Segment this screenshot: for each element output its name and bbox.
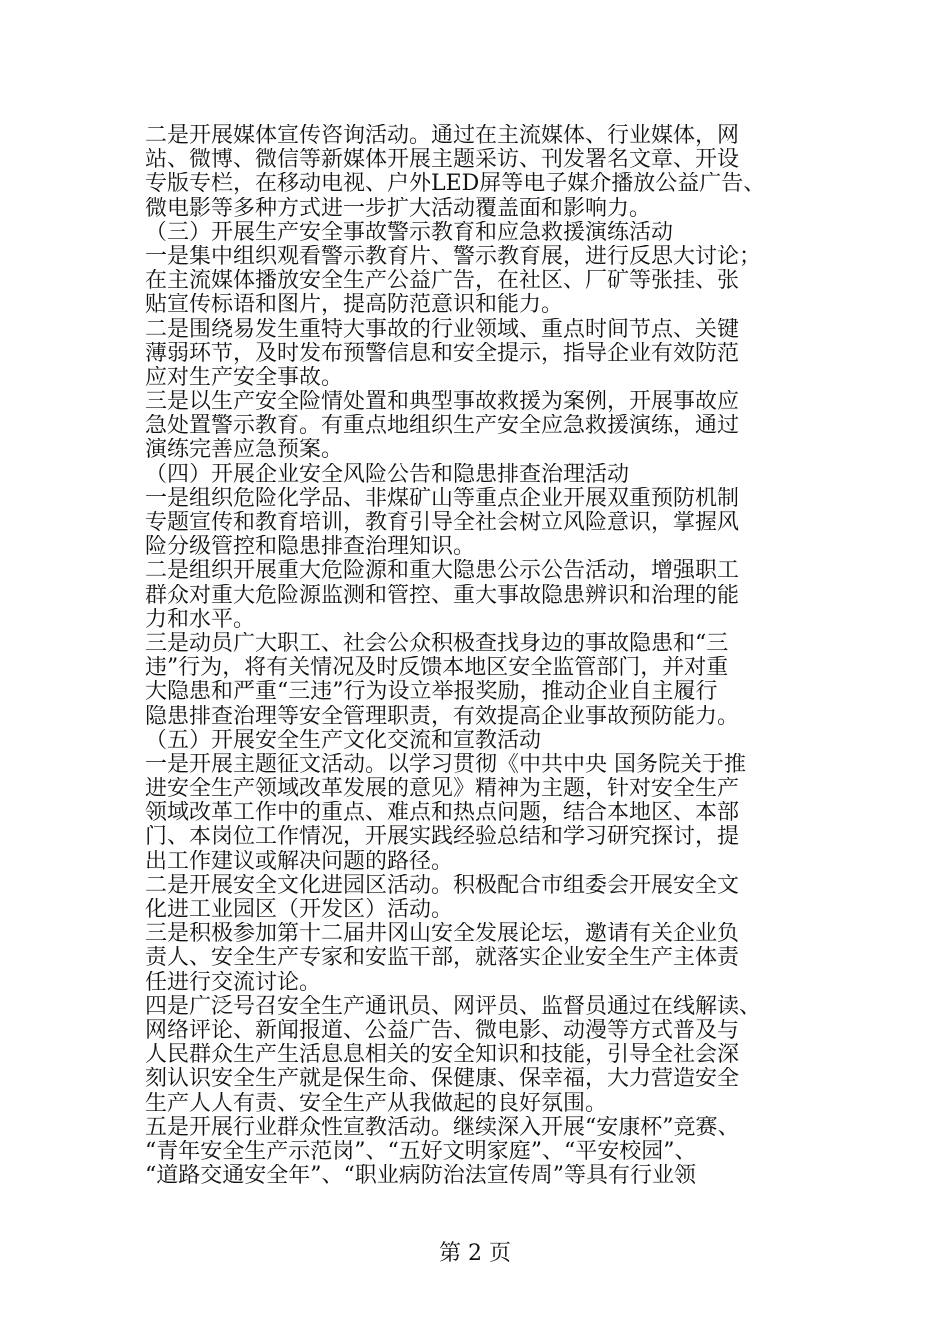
text-line: “青年安全生产示范岗”、“五好文明家庭”、“平安校园”、: [145, 1139, 697, 1164]
text-line: 刻认识安全生产就是保生命、保健康、保幸福，大力营造安全: [145, 1067, 740, 1092]
text-line: 群众对重大危险源监测和管控、重大事故隐患辨识和治理的能: [145, 583, 740, 608]
text-line: 微电影等多种方式进一步扩大活动覆盖面和影响力。: [145, 196, 652, 221]
text-line: 大隐患和严重“三违”行为设立举报奖励，推动企业自主履行: [145, 680, 718, 705]
text-line: 责人、安全生产专家和安监干部，就落实企业安全生产主体责: [145, 946, 740, 971]
text-line: 生产人人有责、安全生产从我做起的良好氛围。: [145, 1091, 608, 1116]
text-line: “道路交通安全年”、“职业病防治法宣传周”等具有行业领: [145, 1164, 696, 1189]
text-line: 进安全生产领域改革发展的意见》精神为主题，针对安全生产: [145, 777, 740, 802]
text-line: 五是开展行业群众性宣教活动。继续深入开展“安康杯”竞赛、: [145, 1115, 740, 1140]
text-line: 专题宣传和教育培训，教育引导全社会树立风险意识，掌握风: [145, 511, 740, 535]
text-line: 急处置警示教育。有重点地组织生产安全应急救援演练，通过: [145, 414, 740, 439]
text-line: 三是积极参加第十二届井冈山安全发展论坛，邀请有关企业负: [145, 922, 740, 947]
text-line: 人民群众生产生活息息相关的安全知识和技能，引导全社会深: [145, 1043, 740, 1068]
text-line: 站、微博、微信等新媒体开展主题采访、刊发署名文章、开设: [145, 148, 740, 173]
text-line: 一是组织危险化学品、非煤矿山等重点企业开展双重预防机制: [145, 486, 740, 511]
text-line: 二是组织开展重大危险源和重大隐患公示公告活动，增强职工: [145, 559, 740, 584]
text-line: 二是开展安全文化进园区活动。积极配合市组委会开展安全文: [145, 873, 740, 898]
text-line: 二是开展媒体宣传咨询活动。通过在主流媒体、行业媒体，网: [145, 124, 740, 148]
text-line: （四）开展企业安全风险公告和隐患排查治理活动: [145, 462, 630, 487]
text-line: 门、本岗位工作情况，开展实践经验总结和学习研究探讨，提: [145, 825, 740, 850]
text-line: 薄弱环节，及时发布预警信息和安全提示，指导企业有效防范: [145, 341, 740, 366]
text-line: 专版专栏，在移动电视、户外LED屏等电子媒介播放公益广告、: [145, 172, 766, 197]
text-line: 领域改革工作中的重点、难点和热点问题，结合本地区、本部: [145, 801, 740, 826]
text-line: 出工作建议或解决问题的路径。: [145, 849, 454, 874]
text-line: （三）开展生产安全事故警示教育和应急救援演练活动: [145, 220, 674, 245]
text-line: 四是广泛号召安全生产通讯员、网评员、监督员通过在线解读、: [145, 994, 762, 1019]
text-line: 演练完善应急预案。: [145, 438, 344, 463]
text-line: 力和水平。: [145, 607, 256, 632]
text-line: （五）开展安全生产文化交流和宣教活动: [145, 728, 542, 753]
text-line: 任进行交流讨论。: [145, 970, 322, 995]
text-line: 二是围绕易发生重特大事故的行业领域、重点时间节点、关键: [145, 317, 740, 342]
text-line: 一是集中组织观看警示教育片、警示教育展，进行反思大讨论；: [145, 244, 762, 269]
text-line: 三是动员广大职工、社会公众积极查找身边的事故隐患和“三: [145, 631, 729, 656]
text-line: 隐患排查治理等安全管理职责，有效提高企业事故预防能力。: [145, 704, 740, 729]
text-line: 险分级管控和隐患排查治理知识。: [145, 535, 476, 560]
text-line: 三是以生产安全险情处置和典型事故救援为案例，开展事故应: [145, 390, 740, 415]
text-line: 网络评论、新闻报道、公益广告、微电影、动漫等方式普及与: [145, 1018, 740, 1043]
document-body: [145, 124, 805, 1188]
text-line: 违”行为，将有关情况及时反馈本地区安全监管部门，并对重: [145, 656, 729, 681]
text-line: 在主流媒体播放安全生产公益广告，在社区、厂矿等张挂、张: [145, 269, 740, 294]
text-line: 一是开展主题征文活动。以学习贯彻《中共中央 国务院关于推: [145, 752, 746, 777]
page-number: 第 2 页: [439, 1241, 511, 1266]
text-line: 应对生产安全事故。: [145, 365, 344, 390]
text-line: 化进工业园区（开发区）活动。: [145, 898, 454, 922]
text-line: 贴宣传标语和图片，提高防范意识和能力。: [145, 293, 564, 318]
